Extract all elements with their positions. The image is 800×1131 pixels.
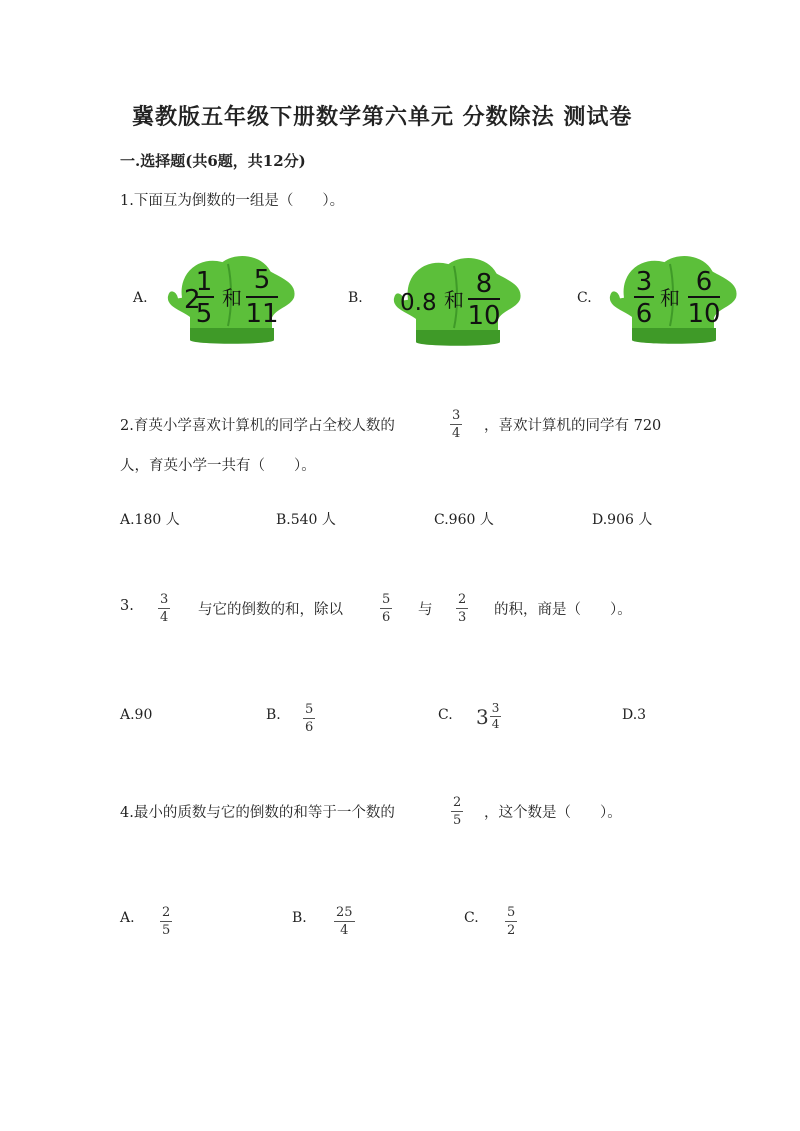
q4-optc-den: 2: [507, 923, 516, 938]
q4-option-a-fraction: [160, 905, 172, 938]
q3-option-d: D.3: [622, 707, 647, 723]
q1-b-den2: 10: [467, 301, 501, 331]
q3-f3-den: 3: [458, 610, 467, 625]
q4-option-c-fraction: [505, 905, 517, 938]
q1-c-num1: 3: [635, 267, 653, 297]
q1-b-num2: 8: [475, 269, 493, 299]
q1-option-b-mitten-image: [384, 250, 530, 352]
q4-option-a-label: A.: [120, 910, 135, 926]
q3-option-c-mixed-number: [476, 702, 501, 731]
question-3-text-a: 与它的倒数的和，除以: [198, 602, 343, 618]
q1-a-num2: 5: [253, 265, 271, 295]
q4-option-b-fraction: [334, 905, 355, 938]
q3-optb-num: 5: [305, 702, 314, 717]
q4-optb-num: 25: [336, 905, 353, 920]
q2-frac-num: 3: [452, 408, 461, 423]
q4-frac-den: 5: [453, 813, 462, 828]
q2-frac-den: 4: [452, 426, 461, 441]
q3-optc-den: 4: [491, 717, 500, 731]
q2-fraction: [450, 408, 462, 441]
q3-option-b-fraction: [303, 702, 315, 735]
q3-optc-num: 3: [491, 701, 500, 715]
q2-option-b: B.540 人: [276, 512, 336, 528]
question-2-text-c: 人，育英小学一共有（ ）。: [120, 458, 316, 474]
question-3-text-b: 与: [418, 602, 433, 618]
q4-opta-num: 2: [162, 905, 171, 920]
q3-f2-num: 5: [382, 592, 391, 607]
q3-f2-den: 6: [382, 610, 391, 625]
q1-option-a-mitten-image: [158, 248, 304, 350]
question-4-text-b: ，这个数是（ ）。: [484, 805, 622, 821]
question-2-text-b: ，喜欢计算机的同学有 720: [484, 418, 662, 434]
q1-a-he: 和: [222, 286, 242, 310]
q1-a-den1: 5: [195, 299, 213, 329]
q3-option-a: A.90: [120, 707, 153, 723]
q4-optb-den: 4: [340, 923, 349, 938]
q4-opta-den: 5: [162, 923, 171, 938]
q1-a-num1: 1: [195, 267, 213, 297]
q4-frac-num: 2: [453, 795, 462, 810]
q1-b-he: 和: [444, 288, 464, 312]
question-1-text: 1.下面互为倒数的一组是（ ）。: [120, 193, 345, 209]
q1-c-den2: 10: [687, 299, 721, 329]
q4-option-b-label: B.: [292, 910, 307, 926]
q1-c-num2: 6: [695, 267, 713, 297]
q2-option-c: C.960 人: [434, 512, 494, 528]
q3-f1-den: 4: [160, 610, 169, 625]
q1-a-whole: 2: [184, 285, 201, 315]
q1-option-c-mitten-image: [600, 248, 746, 350]
q2-option-a: A.180 人: [120, 512, 180, 528]
question-3-text-c: 的积，商是（ ）。: [494, 602, 632, 618]
question-2-text-a: 2.育英小学喜欢计算机的同学占全校人数的: [120, 418, 395, 434]
section-heading: 一.选择题(共6题，共12分): [120, 152, 306, 170]
q1-c-he: 和: [660, 286, 680, 310]
q4-optc-num: 5: [507, 905, 516, 920]
q3-fraction-3: [456, 592, 468, 625]
q3-option-b-label: B.: [266, 707, 281, 723]
q3-optb-den: 6: [305, 720, 314, 735]
q1-option-a-label: A.: [133, 290, 148, 306]
q1-c-den1: 6: [635, 299, 653, 329]
question-3-label: 3.: [120, 598, 134, 614]
page-title: 冀教版五年级下册数学第六单元 分数除法 测试卷: [132, 104, 633, 130]
q1-a-den2: 11: [245, 299, 279, 329]
q3-fraction-1: [158, 592, 170, 625]
q1-b-left: 0.8: [400, 290, 437, 316]
q4-fraction: [451, 795, 463, 828]
q2-option-d: D.906 人: [592, 512, 653, 528]
q4-option-c-label: C.: [464, 910, 479, 926]
q3-f3-num: 2: [458, 592, 467, 607]
q3-f1-num: 3: [160, 592, 169, 607]
q3-option-c-label: C.: [438, 707, 453, 723]
q1-option-c-label: C.: [577, 290, 592, 306]
q3-fraction-2: [380, 592, 392, 625]
question-4-text-a: 4.最小的质数与它的倒数的和等于一个数的: [120, 805, 395, 821]
q1-option-b-label: B.: [348, 290, 363, 306]
q3-optc-whole: 3: [476, 704, 489, 729]
